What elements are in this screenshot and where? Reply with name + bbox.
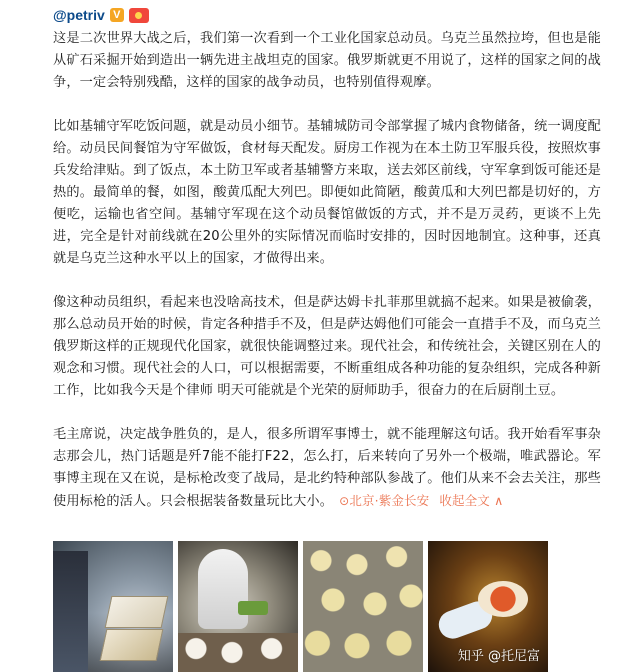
photo-row — [53, 541, 548, 672]
post-paragraph-2: 比如基辅守军吃饭问题，就是动员小细节。基辅城防司令部掌握了城内食物储备，统一调度配给。动员民间餐馆为守军做饭，食材每天配发。厨房工作视为在本土防卫军服兵役，按照炊事兵发给津贴。到了饭点，本土防卫军或者基辅警方来取，送去郊区前线，守军拿到饭可能还是热的。最简单的餐，如图，酸黄瓜配大列巴。即便如此简陋，酸黄瓜和大列巴都是切好的，方便吃，运输也省空间。基辅守军现在这个动员餐馆做饭的方式，并不是万灵药，更谈不上先进，完全是针对前线就在20公里外的实际情况而临时安排的，因时因地制宜。这种事，还真就是乌克兰这种水平以上的国家，才做得出来。 — [53, 119, 601, 266]
photo-food-containers[interactable] — [303, 541, 423, 672]
collapse-full-text-link[interactable]: 收起全文 ∧ — [439, 493, 504, 508]
post-paragraph-4 — [53, 424, 601, 513]
post-paragraph-4-text: 毛主席说，决定战争胜负的，是人，很多所谓军事博士，就不能理解这句话。我开始看军事杂志那会儿，热门话题是歼7能不能打F22，怎么打，后来转向了另外一个极端，唯武器论。军事博主现在又在说，是标枪改变了战局，是北约特种部队参战了。他们从来不会去关注，那些使用标枪的活人。只会根据装备数量玩比大小。 — [53, 427, 601, 509]
location-pin-icon: ⊙ — [339, 494, 350, 508]
photo-tray — [105, 596, 169, 628]
medal-icon — [129, 8, 149, 23]
author-username[interactable]: @petriv — [53, 7, 105, 23]
post-location[interactable]: 北京·紫金长安 — [349, 493, 430, 508]
photo-figure — [53, 551, 88, 672]
photo-tray — [100, 629, 164, 661]
post-body — [53, 28, 601, 513]
post-header — [53, 4, 149, 26]
photo-chef — [198, 549, 248, 629]
photo-bowls — [178, 633, 298, 672]
post-paragraph-3: 像这种动员组织，看起来也没啥高技术，但是萨达姆卡扎菲那里就搞不起来。如果是被偷袭，那么总动员开始的时候，肯定各种措手不及，但是萨达姆他们可能会一直措手不及，而乌克兰俄罗斯这样的正规现代化国家，就很快能调整过来。现代社会，和传统社会，关键区别在人的观念和习惯。现代社会的人口，可以根据需要，不断重组成各种功能的复杂组织，完成各种新工作，比如我今天是个律师 明天可能就是个光荣的厨师助手，很奋力的在后厨削土豆。 — [53, 295, 601, 398]
photo-kitchen-trays[interactable] — [53, 541, 173, 672]
post-meta — [339, 493, 503, 508]
zhihu-watermark: 知乎 @托尼富 — [457, 649, 540, 664]
photo-serving-food[interactable] — [428, 541, 548, 672]
verified-v-icon: V — [110, 8, 124, 22]
photo-chef-cooking[interactable] — [178, 541, 298, 672]
photo-food — [238, 601, 268, 615]
photo-plate — [478, 581, 528, 617]
post-paragraph-1: 这是二次世界大战之后，我们第一次看到一个工业化国家总动员。乌克兰虽然拉垮，但也是能从矿石采掘开始到造出一辆先进主战坦克的国家。俄罗斯就更不用说了，这样的国家之间的战争，一定会特别残酷，这样的国家的战争动员，也特别值得观摩。 — [53, 31, 601, 90]
